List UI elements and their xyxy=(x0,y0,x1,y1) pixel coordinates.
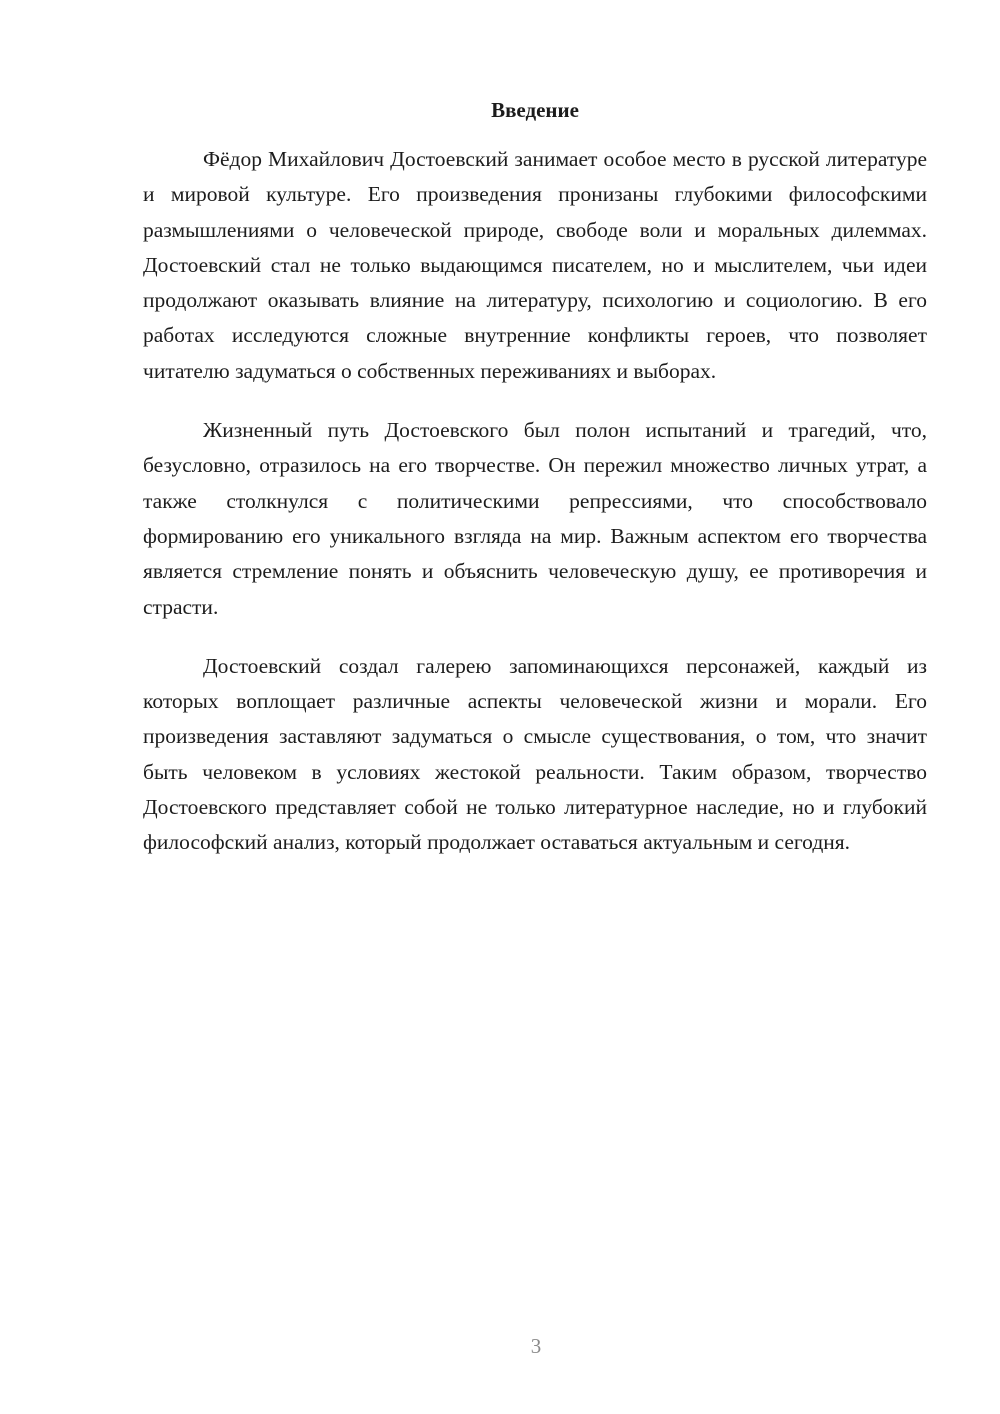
page-number: 3 xyxy=(530,1334,542,1358)
paragraph-1: Фёдор Михайлович Достоевский занимает особое место в русской литературе и мировой культуре. Его произведения пронизаны глубокими философскими размышлениями о человеческой природе, свободе воли и моральных дилеммах. Достоевский стал не только выдающимся писателем, но и мыслителем, чьи идеи продолжают оказывать влияние на литературу, психологию и социологию. В его работах исследуются сложные внутренние конфликты героев, что позволяет читателю задуматься о собственных переживаниях и выборах. xyxy=(143,147,927,383)
paragraph-3: Достоевский создал галерею запоминающихся персонажей, каждый из которых воплощает различные аспекты человеческой жизни и морали. Его произведения заставляют задуматься о смысле существования, о том, что значит быть человеком в условиях жестокой реальности. Таким образом, творчество Достоевского представляет собой не только литературное наследие, но и глубокий философский анализ, который продолжает оставаться актуальным и сегодня. xyxy=(143,653,927,855)
section-heading: Введение xyxy=(491,98,579,122)
paragraph-2: Жизненный путь Достоевского был полон испытаний и трагедий, что, безусловно, отразилось на его творчестве. Он пережил множество личных утрат, а также столкнулся с политическими репрессиями, что способствовало формированию его уникального взгляда на мир. Важным аспектом его творчества является стремление понять и объяснить человеческую душу, ее противоречия и страсти. xyxy=(143,418,927,619)
page-content xyxy=(143,95,927,885)
